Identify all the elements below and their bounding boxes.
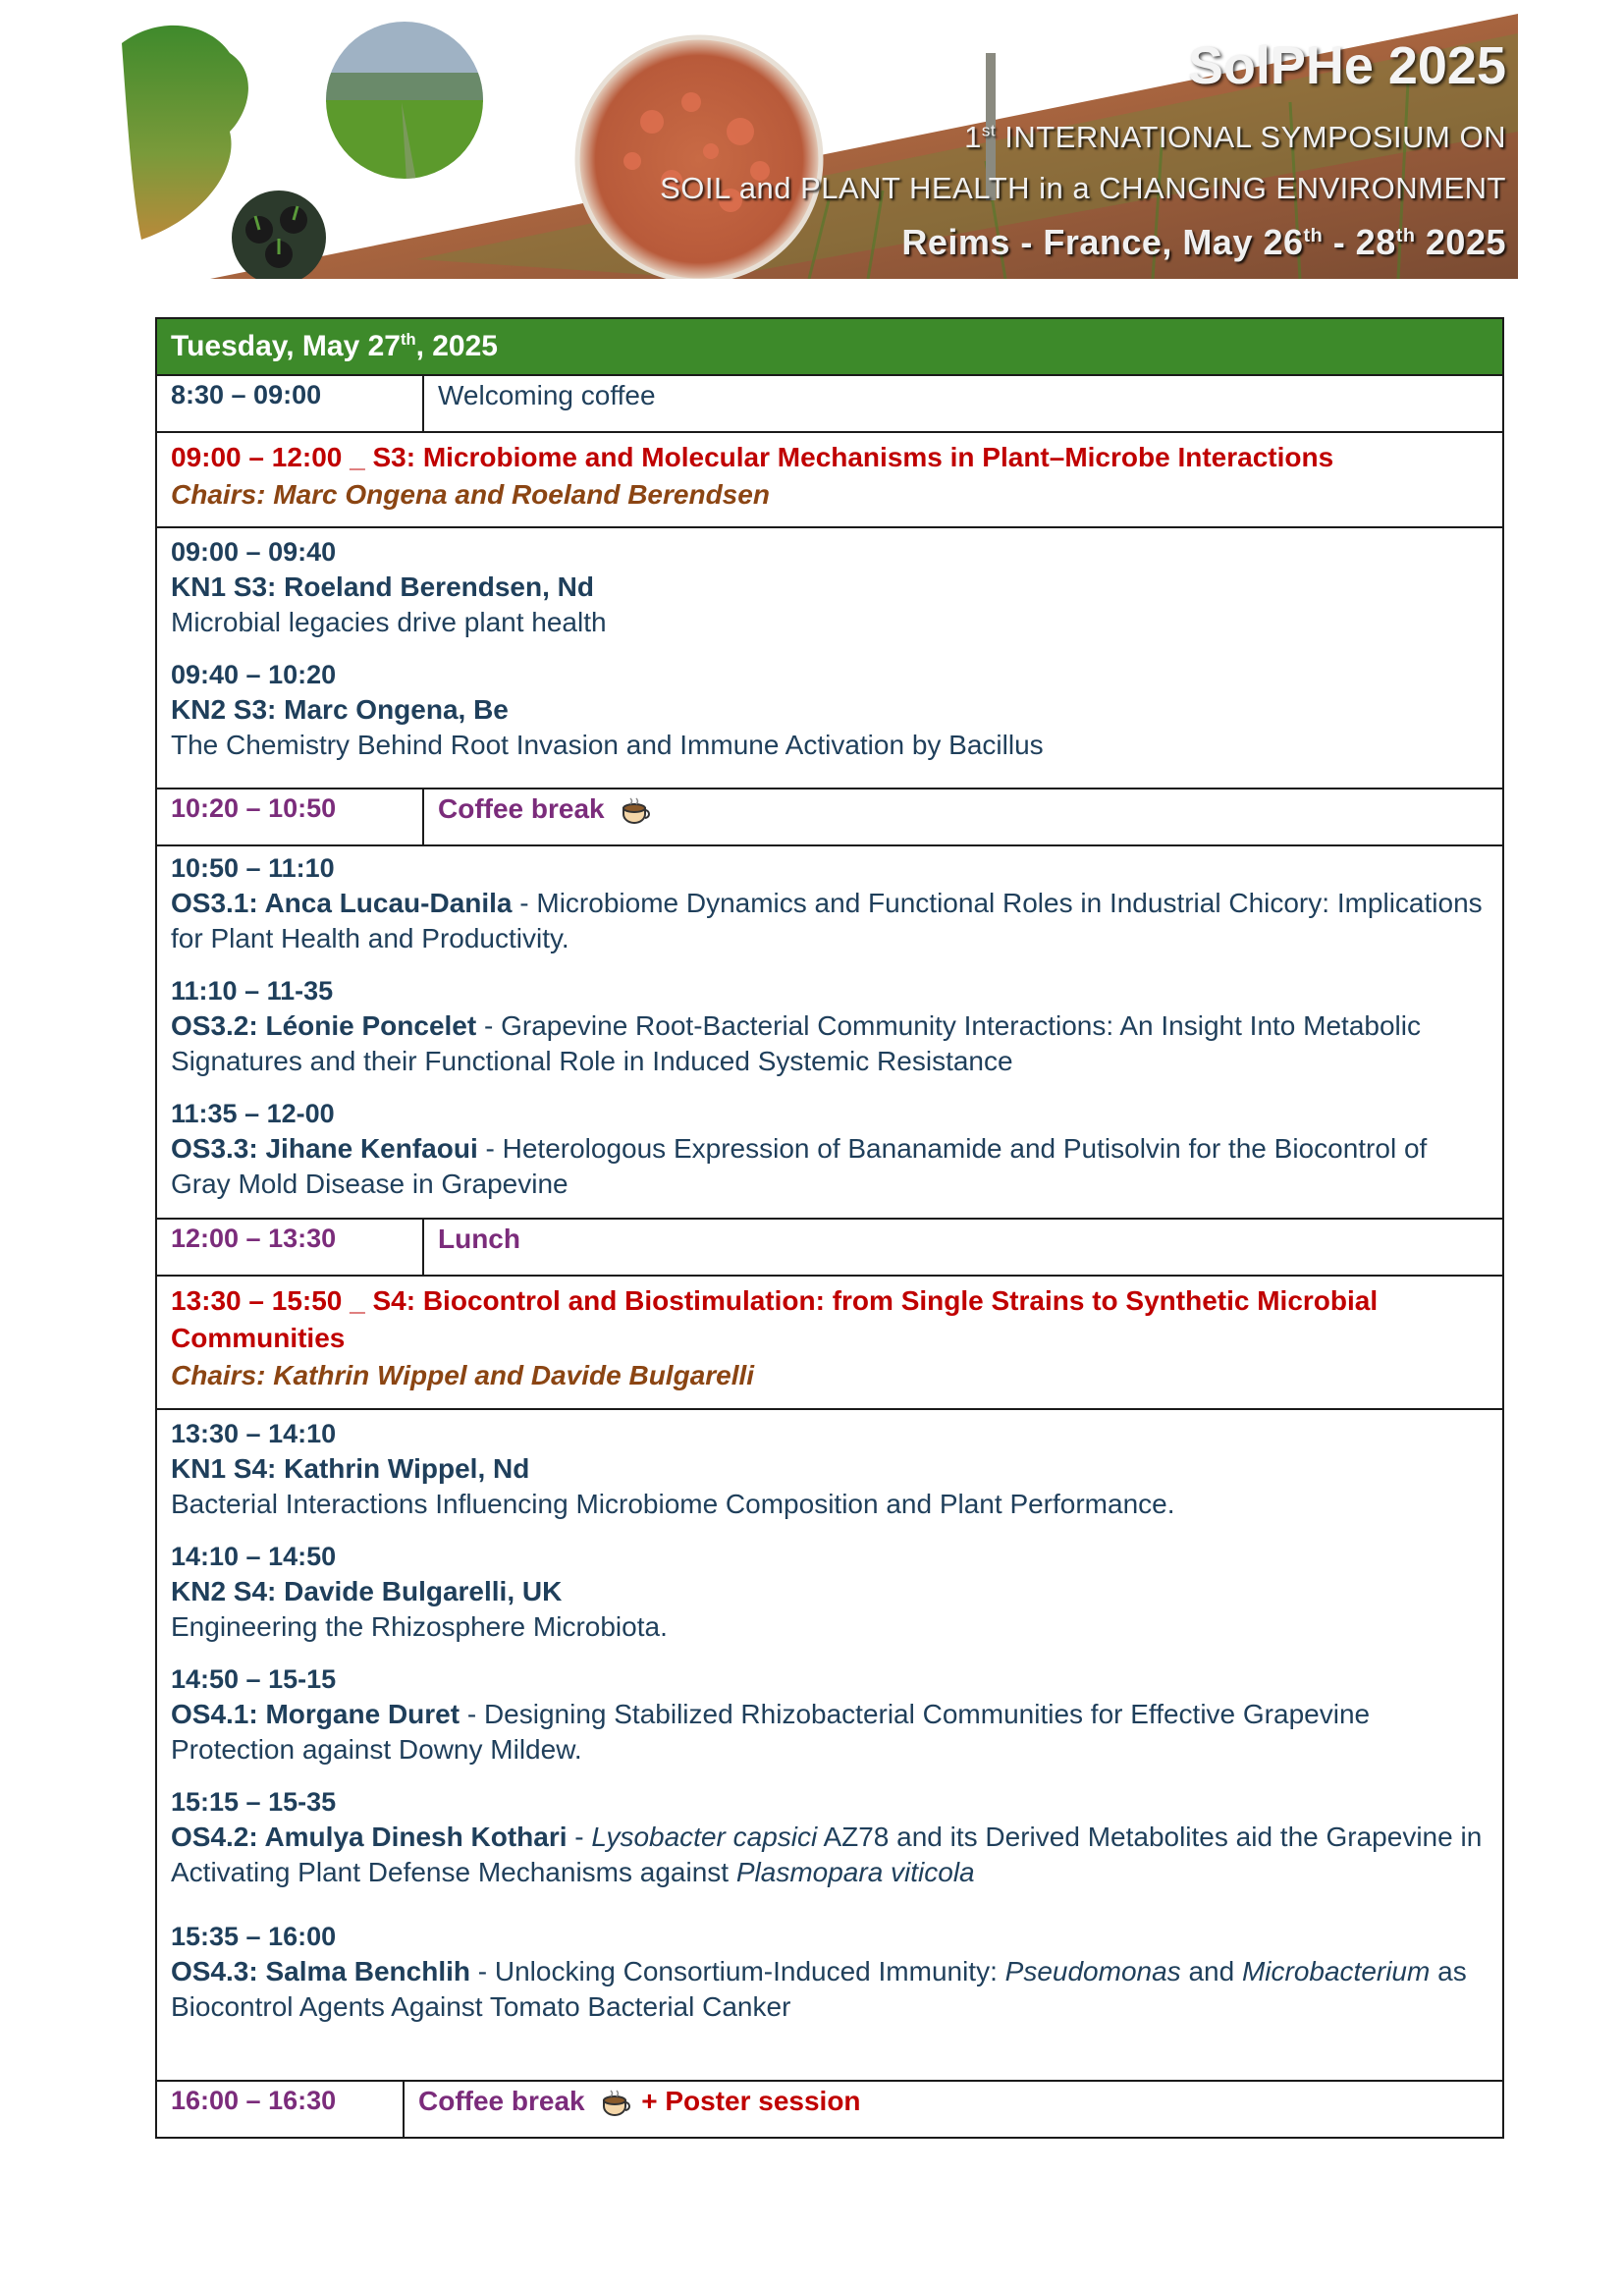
welcome-text: Welcoming coffee bbox=[438, 380, 656, 410]
talk-time: 09:40 – 10:20 bbox=[171, 660, 337, 689]
petri-dish-photo bbox=[577, 37, 821, 279]
talk-time: 14:10 – 14:50 bbox=[171, 1542, 337, 1571]
talk-title: Microbial legacies drive plant health bbox=[171, 607, 607, 637]
talk-time: 15:35 – 16:00 bbox=[171, 1922, 337, 1951]
coffee-break-row bbox=[157, 788, 1502, 844]
list-item: 15:35 – 16:00 OS4.3: Salma Benchlih - Unlocking Consortium-Induced Immunity: Pseudomonas and Microbacterium as Biocontrol Agents Against Tomato Bacterial Canker bbox=[171, 1919, 1492, 2024]
list-item bbox=[171, 1416, 1492, 1521]
coffee-break-cell bbox=[424, 789, 1502, 844]
banner-line-location: Reims - France, May 26th - 28th 2025 bbox=[901, 222, 1506, 262]
seedlings-photo bbox=[232, 190, 326, 279]
list-item: 15:15 – 15-35 OS4.2: Amulya Dinesh Kothari - Lysobacter capsici AZ78 and its Derived Metabolites aid the Grapevine in Activating Plant Defense Mechanisms against Plasmopara viticola bbox=[171, 1784, 1492, 1889]
talk-title: Bacterial Interactions Influencing Microbiome Composition and Plant Performance. bbox=[171, 1489, 1175, 1519]
schedule-table bbox=[155, 317, 1504, 2139]
s3-orals bbox=[157, 844, 1502, 1218]
talk-time: 13:30 – 14:10 bbox=[171, 1419, 337, 1448]
talk-speaker: KN2 S4: Davide Bulgarelli, UK bbox=[171, 1576, 563, 1606]
talk-speaker: KN2 S3: Marc Ongena, Be bbox=[171, 694, 509, 725]
session-s3-title: 09:00 – 12:00 _ S3: Microbiome and Molecular Mechanisms in Plant–Microbe Interactions bbox=[171, 442, 1334, 472]
italic-organism: Microbacterium bbox=[1241, 1956, 1431, 1986]
list-item bbox=[171, 1661, 1492, 1767]
field-photo bbox=[318, 14, 495, 189]
session-s3-header bbox=[157, 431, 1502, 526]
talk-speaker: OS3.1: Anca Lucau-Danila bbox=[171, 888, 513, 918]
coffee-poster-cell: Coffee break + Poster session bbox=[418, 2086, 861, 2116]
coffee-poster-row bbox=[157, 2080, 1502, 2137]
session-s3-chairs: Chairs: Marc Ongena and Roeland Berendsen bbox=[171, 479, 770, 510]
talk-speaker: OS3.3: Jihane Kenfaoui bbox=[171, 1133, 478, 1164]
talk-title: - Microbiome Dynamics and Functional Roles in Industrial Chicory: Implications for Plant Health and Productivity. bbox=[171, 888, 1483, 953]
lunch-time: 12:00 – 13:30 bbox=[157, 1220, 424, 1275]
italic-organism: Lysobacter capsici bbox=[591, 1822, 818, 1852]
list-item bbox=[171, 850, 1492, 955]
talk-title: The Chemistry Behind Root Invasion and Immune Activation by Bacillus bbox=[171, 730, 1044, 760]
leaf-icon bbox=[122, 26, 248, 240]
italic-organism: Pseudomonas bbox=[1004, 1956, 1181, 1986]
welcome-time: 8:30 – 09:00 bbox=[157, 376, 424, 431]
talk-time: 10:50 – 11:10 bbox=[171, 853, 335, 883]
list-item bbox=[171, 534, 1492, 639]
talk-speaker: OS4.3: Salma Benchlih bbox=[171, 1956, 470, 1986]
day-header: Tuesday, May 27th, 2025 bbox=[157, 319, 1502, 374]
coffee-break-time: 10:20 – 10:50 bbox=[157, 789, 424, 844]
coffee-break-label: Coffee break bbox=[438, 793, 605, 824]
talk-speaker: KN1 S3: Roeland Berendsen, Nd bbox=[171, 571, 594, 602]
poster-session-label: Poster session bbox=[665, 2086, 861, 2116]
lunch-row bbox=[157, 1218, 1502, 1275]
talk-time: 11:35 – 12-00 bbox=[171, 1099, 335, 1128]
list-item bbox=[171, 1096, 1492, 1201]
talk-speaker: OS4.1: Morgane Duret bbox=[171, 1699, 460, 1729]
talk-speaker: KN1 S4: Kathrin Wippel, Nd bbox=[171, 1453, 530, 1484]
talk-speaker: OS3.2: Léonie Poncelet bbox=[171, 1010, 477, 1041]
talk-title: - Heterologous Expression of Bananamide and Putisolvin for the Biocontrol of Gray Mold Disease in Grapevine bbox=[171, 1133, 1428, 1199]
coffee-break-label: Coffee break bbox=[418, 2086, 585, 2116]
talk-title: - Grapevine Root-Bacterial Community Interactions: An Insight Into Metabolic Signatures and their Functional Role in Induced Systemic Resistance bbox=[171, 1010, 1421, 1076]
conference-banner bbox=[122, 14, 1518, 279]
talk-title: - Designing Stabilized Rhizobacterial Communities for Effective Grapevine Protection against Downy Mildew. bbox=[171, 1699, 1371, 1765]
talk-time: 11:10 – 11-35 bbox=[171, 976, 334, 1006]
list-item bbox=[171, 657, 1492, 762]
s3-keynotes bbox=[157, 526, 1502, 788]
lunch-text: Lunch bbox=[438, 1224, 520, 1254]
banner-line-symposium: 1st INTERNATIONAL SYMPOSIUM ON bbox=[964, 120, 1506, 154]
coffee-cup-icon bbox=[620, 796, 653, 826]
coffee-poster-time: 16:00 – 16:30 bbox=[157, 2082, 405, 2137]
italic-organism: Plasmopara viticola bbox=[735, 1857, 975, 1887]
session-s4-header bbox=[157, 1275, 1502, 1408]
session-s4-chairs: Chairs: Kathrin Wippel and Davide Bulgarelli bbox=[171, 1360, 755, 1390]
talk-time: 14:50 – 15-15 bbox=[171, 1664, 337, 1694]
session-s4-title: 13:30 – 15:50 _ S4: Biocontrol and Biostimulation: from Single Strains to Synthetic Microbial Communities bbox=[171, 1285, 1379, 1353]
banner-line-theme: SOIL and PLANT HEALTH in a CHANGING ENVIRONMENT bbox=[660, 171, 1506, 205]
coffee-cup-icon bbox=[600, 2089, 633, 2118]
welcome-row bbox=[157, 374, 1502, 431]
list-item bbox=[171, 1539, 1492, 1644]
talk-title: Engineering the Rhizosphere Microbiota. bbox=[171, 1611, 668, 1642]
talk-speaker: OS4.2: Amulya Dinesh Kothari bbox=[171, 1822, 568, 1852]
list-item bbox=[171, 973, 1492, 1078]
talk-time: 09:00 – 09:40 bbox=[171, 537, 337, 567]
talk-time: 15:15 – 15-35 bbox=[171, 1787, 337, 1817]
s4-talks bbox=[157, 1408, 1502, 2080]
banner-title: SolPHe 2025 bbox=[1187, 36, 1506, 95]
